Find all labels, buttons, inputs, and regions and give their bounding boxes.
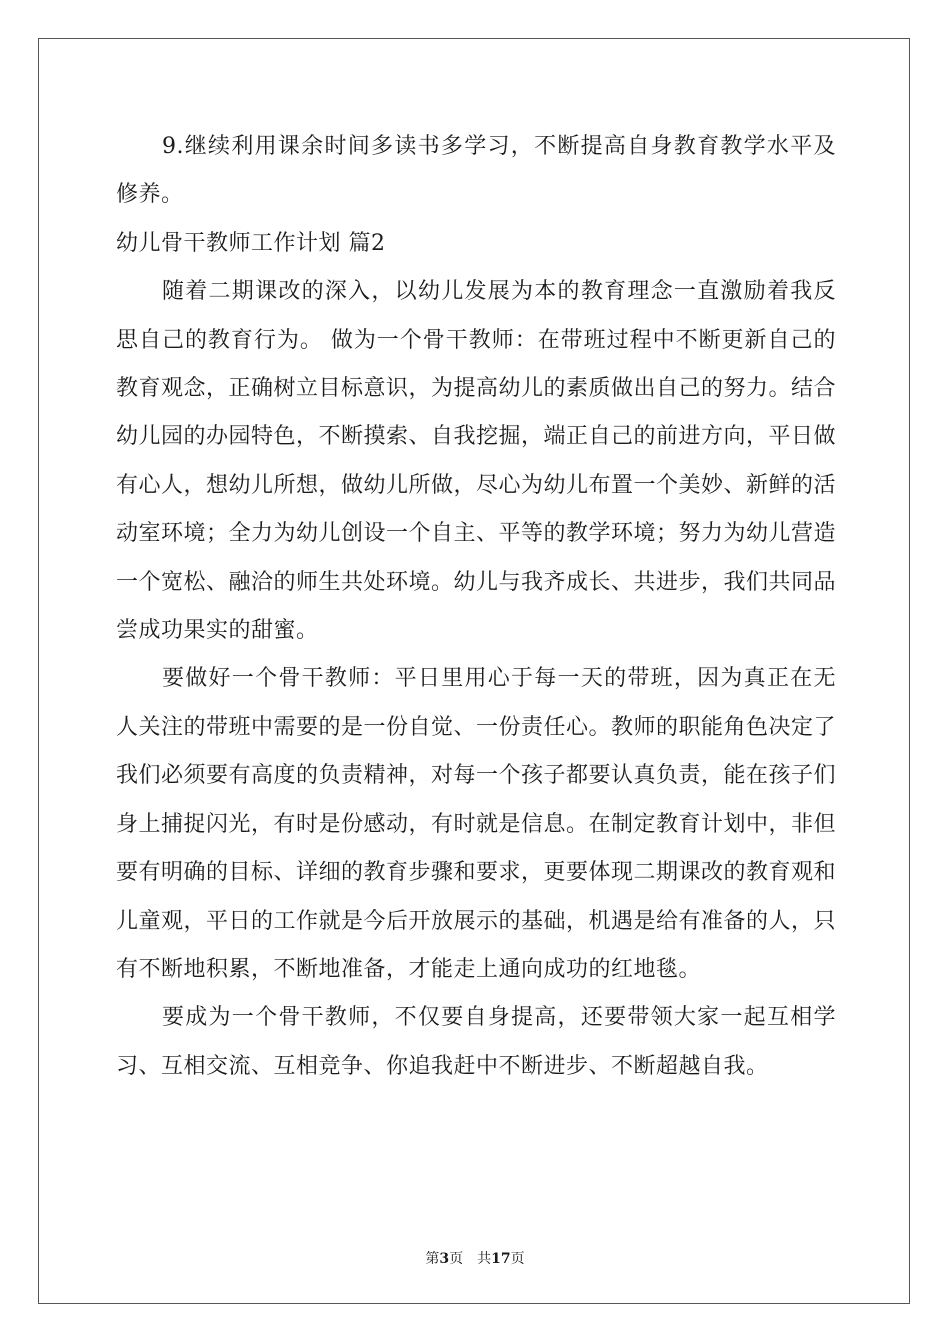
document-body (116, 123, 836, 1091)
footer-total-suffix: 页 (510, 1251, 525, 1267)
footer-total-prefix: 共 (477, 1251, 492, 1267)
section-title: 幼儿骨干教师工作计划 篇2 (116, 230, 386, 256)
paragraph-do-well: 要做好一个骨干教师：平日里用心于每一天的带班，因为真正在无人关注的带班中需要的是一份自觉、一份责任心。教师的职能角色决定了我们必须要有高度的负责精神，对每一个孩子都要认真负责，能在孩子们身上捕捉闪光，有时是份感动，有时就是信息。在制定教育计划中，非但要有明确的目标、详细的教育步骤和要求，更要体现二期课改的教育观和儿童观，平日的工作就是今后开放展示的基础，机遇是给有准备的人，只有不断地积累，不断地准备，才能走上通向成功的红地毯。 (116, 666, 837, 982)
paragraph-become: 要成为一个骨干教师，不仅要自身提高，还要带领大家一起互相学习、互相交流、互相竞争、你追我赶中不断进步、不断超越自我。 (116, 1005, 836, 1079)
footer-page-current: 3 (439, 1251, 450, 1267)
footer-page-prefix: 第 (425, 1251, 440, 1267)
footer-page-total: 17 (491, 1251, 511, 1267)
footer-page-suffix: 页 (449, 1251, 464, 1267)
paragraph-intro: 随着二期课改的深入，以幼儿发展为本的教育理念一直激励着我反思自己的教育行为。 做为一个骨干教师：在带班过程中不断更新自己的教育观念，正确树立目标意识，为提高幼儿的素质做出自己的努力。结合幼儿园的办园特色，不断摸索、自我挖掘，端正自己的前进方向，平日做有心人，想幼儿所想，做幼儿所做，尽心为幼儿布置一个美妙、新鲜的活动室环境；全力为幼儿创设一个自主、平等的教学环境；努力为幼儿营造一个宽松、融洽的师生共处环境。幼儿与我齐成长、共进步，我们共同品尝成功果实的甜蜜。 (116, 279, 837, 644)
paragraph-item-9: 9.继续利用课余时间多读书多学习，不断提高自身教育教学水平及修养。 (116, 134, 836, 208)
page-footer (0, 1248, 950, 1268)
